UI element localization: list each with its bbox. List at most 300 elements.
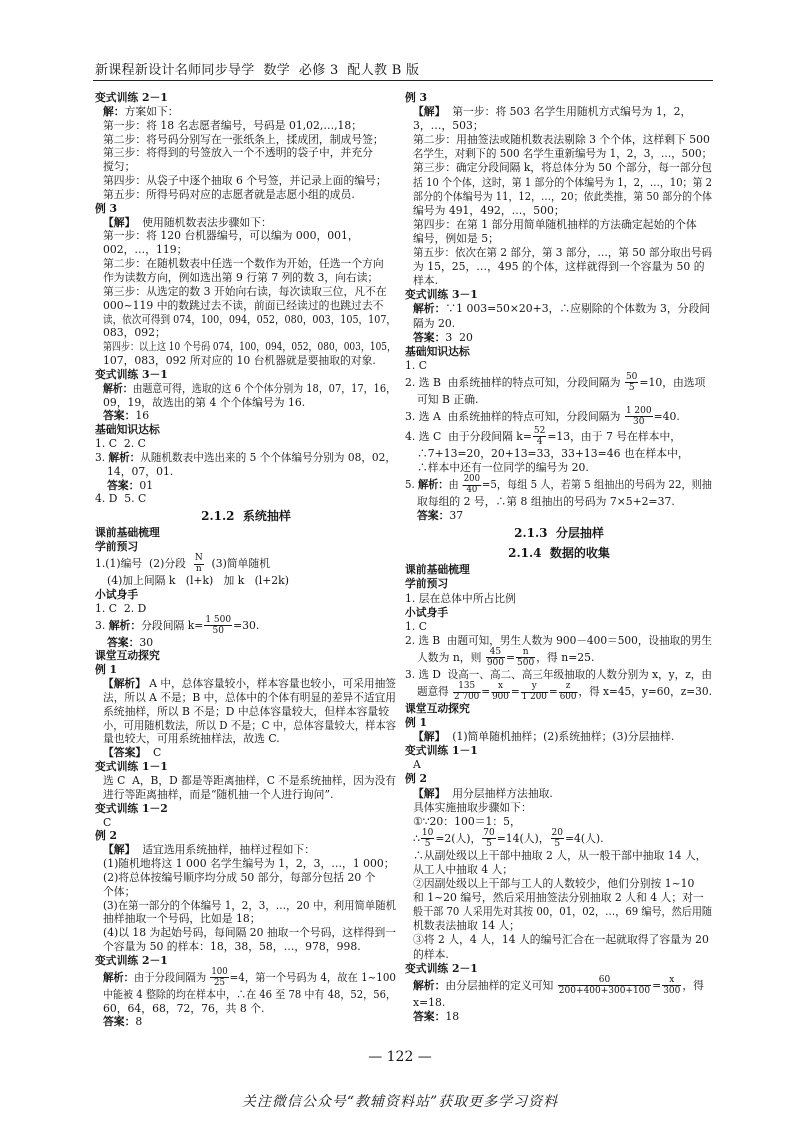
bold-text: 解析：: [108, 618, 142, 632]
header-rule: [93, 80, 713, 81]
text: 部分的个体编号为 11，12，…，20；依此类推，第 50 部分的个体: [413, 189, 713, 203]
denominator: 30: [632, 416, 645, 427]
line-content: [103, 899, 396, 913]
subheading: [405, 577, 713, 591]
text-line: [405, 302, 713, 316]
text-line: [95, 437, 397, 451]
line-content: [417, 393, 478, 407]
subheading: [405, 744, 713, 758]
bold-text: 解析：: [108, 450, 141, 464]
text: 3.: [95, 450, 109, 464]
line-content: [405, 288, 478, 302]
text: 变式训练 1－2: [95, 801, 168, 815]
line-content: [103, 885, 135, 899]
text-line: [95, 479, 397, 493]
subheading: [405, 606, 713, 620]
denominator: 5: [554, 838, 561, 849]
denominator: 40: [466, 485, 478, 496]
denominator: 5: [486, 838, 492, 849]
line-content: [95, 760, 168, 774]
line-content: [405, 345, 470, 359]
bold-text: 解：: [103, 104, 125, 118]
text: 变式训练 3－1: [405, 288, 478, 302]
text: =: [506, 650, 516, 664]
text-line: [95, 1002, 397, 1016]
text-line: [405, 648, 713, 668]
line-content: [405, 620, 427, 634]
text-line: [95, 885, 397, 899]
text-line: [95, 968, 397, 988]
numerator: 10: [421, 827, 434, 838]
text: ∴7+13=20，20+13=33，33+13=46 也在样本中，: [417, 446, 689, 460]
line-content: [103, 299, 383, 313]
text-line: [405, 863, 713, 877]
bold-text: 答案：: [107, 478, 140, 492]
text-line: [405, 829, 713, 849]
text: (3)简单随机: [204, 557, 271, 570]
line-content: [405, 634, 712, 648]
text: ，得: [682, 978, 704, 992]
line-content: [103, 313, 396, 327]
text: A 中，总体容量较小，样本容量也较小，可采用抽签: [145, 677, 396, 691]
text-line: [95, 354, 397, 368]
bold-text: 答案：: [413, 330, 446, 344]
line-content: [107, 479, 153, 493]
line-content: [103, 382, 396, 396]
text-line: [95, 677, 397, 691]
text: 例 3: [405, 91, 428, 104]
text: 107，083，092 所对应的 10 台机器就是要抽取的对象.: [103, 354, 376, 368]
bold-text: 【解】: [103, 843, 136, 857]
line-content: [413, 176, 712, 190]
text: 样本.: [413, 274, 439, 288]
text-line: [95, 326, 397, 340]
subheading: [95, 588, 397, 602]
line-content: [103, 285, 387, 299]
text-line: [405, 905, 713, 919]
text: 第一步：将 18 名志愿者编号，号码是 01,02,…,18；: [103, 118, 363, 132]
denominator: 5: [424, 838, 431, 849]
line-content: [95, 451, 396, 465]
text: 方案如下：: [124, 104, 179, 118]
line-content: [95, 954, 168, 968]
text: =5，每组 5 人，若第 5 组抽出的号码为 22，则抽: [481, 478, 712, 492]
text-line: [95, 299, 397, 313]
text-line: [95, 816, 397, 830]
line-content: [413, 274, 438, 288]
denominator: 1 200: [521, 692, 547, 702]
text: 变式训练 2－1: [95, 953, 168, 967]
line-content: [417, 682, 712, 702]
line-content: [413, 302, 710, 316]
text-line: [95, 160, 397, 174]
denominator: n: [195, 564, 202, 574]
subheading: [405, 702, 713, 716]
bold-text: 【解】: [413, 786, 446, 800]
text-line: [405, 461, 713, 475]
text-line: [405, 730, 713, 744]
line-content: [508, 543, 610, 563]
text: A: [413, 758, 421, 772]
numerator: 60: [558, 976, 651, 987]
line-content: [413, 331, 473, 345]
numerator: y: [521, 682, 548, 693]
bold-text: 答案：: [103, 409, 136, 423]
subheading: [405, 288, 713, 302]
line-content: [405, 668, 712, 682]
bold-text: 【解】: [413, 105, 446, 119]
text: 3. 选 A 由系统抽样的特点可知，分段间隔为: [405, 409, 624, 423]
line-content: [413, 1010, 459, 1024]
text-line: [95, 691, 397, 705]
line-content: [103, 174, 387, 188]
bold-text: 答案：: [417, 509, 450, 523]
line-content: [107, 574, 289, 588]
text-line: [405, 218, 713, 232]
fraction: [521, 682, 548, 702]
bold-text: 解析：: [103, 381, 133, 395]
text: 由分层抽样的定义可知: [445, 978, 557, 992]
text-line: [405, 147, 713, 161]
text-line: [405, 1010, 713, 1024]
line-content: [405, 716, 427, 730]
text: (3)在第一部分的个体编号 1，2，3，…，20 中，利用简单随机: [103, 898, 396, 912]
text-line: [405, 815, 713, 829]
subheading: [405, 91, 713, 105]
text: ∴: [413, 831, 420, 845]
text-line: [405, 407, 713, 427]
text-line: [95, 871, 397, 885]
numerator: x: [662, 976, 681, 987]
text: 第四步：从袋子中逐个抽取 6 个号签，并记录上面的编号；: [103, 174, 387, 188]
text: 适宜选用系统抽样，抽样过程如下：: [135, 843, 316, 857]
fraction: [486, 648, 505, 668]
text-line: [95, 912, 397, 926]
line-content: [103, 160, 135, 174]
fraction: [533, 427, 546, 447]
line-content: [95, 540, 138, 554]
text: 隔为 20.: [413, 316, 456, 330]
text: 个容量为 50 的样本：18，38，58，…，978，998.: [103, 940, 361, 954]
text: 第三步：从选定的数 3 开始向右读，每次读取三位，凡不在: [103, 284, 387, 298]
text: 从工人中抽取 4 人；: [413, 862, 514, 876]
line-content: [405, 407, 680, 427]
text: ①∵20：100＝1：5，: [413, 814, 521, 828]
text: 01: [139, 478, 154, 492]
text: =30.: [233, 618, 260, 632]
subheading: [95, 829, 397, 843]
text: ②因副处级以上干部与工人的人数较少，他们分别按 1~10: [413, 877, 695, 891]
text: ③将 2 人，4 人，14 人的编号汇合在一起就取得了容量为 20: [413, 933, 709, 947]
text: =4(人).: [564, 831, 604, 845]
subheading: [95, 954, 397, 968]
line-content: [413, 801, 532, 815]
line-content: [103, 857, 395, 871]
text: 例 1: [95, 663, 118, 677]
text: 括 10 个个体，这时，第 1 部分的个体编号为 1，2，…，10；第 2: [413, 175, 713, 189]
line-content: [103, 119, 362, 133]
text: =13，由于 7 号在样本中，: [547, 429, 682, 443]
text: 1. C 2. D: [95, 601, 147, 615]
text: 进行等距离抽样，而是“随机抽一个人进行询问”.: [103, 787, 334, 801]
text-line: [405, 331, 713, 345]
line-content: [95, 588, 138, 602]
text: 1. C 2. C: [95, 437, 146, 451]
text: 抽样抽取一个号码，比如是 18；: [103, 912, 261, 926]
line-content: [95, 368, 168, 382]
text-line: [95, 243, 397, 257]
line-content: [413, 204, 565, 218]
text-line: [95, 899, 397, 913]
line-content: [103, 871, 375, 885]
numerator: 20: [551, 827, 563, 838]
text: 083，092；: [103, 326, 166, 340]
denominator: 25: [214, 977, 225, 988]
text: 第三步：将得到的号签放入一个不透明的袋子中，并充分: [103, 146, 373, 160]
numerator: 70: [483, 827, 495, 838]
text-line: [95, 988, 397, 1002]
line-content: [405, 606, 448, 620]
text: 1. 层在总体中所占比例: [405, 591, 516, 605]
numerator: N: [194, 553, 203, 563]
text: 1.(1)编号 (2)分段: [95, 557, 193, 570]
text: 第五步：所得号码对应的志愿者就是志愿小组的成员.: [103, 187, 355, 201]
line-content: [413, 863, 513, 877]
text: C: [146, 746, 162, 760]
text-line: [95, 602, 397, 616]
text: 2.1.3 分层抽样: [514, 526, 604, 541]
line-content: [405, 702, 470, 716]
text-line: [95, 554, 397, 574]
subheading: [405, 716, 713, 730]
subheading: [405, 962, 713, 976]
line-content: [405, 373, 705, 393]
text: 1. C: [405, 619, 427, 633]
line-content: [103, 340, 396, 354]
text: ∵1 003=50×20+3，∴应剔除的个体数为 3，分段间: [445, 302, 711, 316]
line-content: [103, 843, 315, 857]
text: 09，19，故选出的第 4 个个体编号为 16.: [103, 395, 306, 409]
text: 从随机数表中选出来的 5 个个体编号分别为 08，02，: [140, 450, 397, 464]
text-line: [405, 475, 713, 495]
denominator: 900: [486, 657, 504, 668]
numerator: 100: [211, 966, 228, 977]
line-content: [95, 663, 117, 677]
line-content: [413, 232, 499, 246]
subheading: [95, 91, 397, 105]
text: 课堂互动探究: [405, 702, 470, 715]
text: 由于分段间隔为: [133, 970, 210, 984]
fraction: [204, 616, 232, 636]
text-line: [405, 682, 713, 702]
text: 法，所以 A 不是；B 中，总体中的个体有明显的差异不适宜用: [103, 690, 396, 704]
text-line: [405, 849, 713, 863]
denominator: 4: [536, 436, 543, 447]
text-line: [95, 1015, 397, 1029]
section-title: [405, 523, 713, 543]
line-content: [103, 746, 161, 760]
text: =: [481, 685, 491, 698]
denominator: 200+400+300+100: [558, 985, 651, 996]
text: (4)以 18 为起始号码，每间隔 20 抽取一个号码，这样得到一: [103, 926, 397, 940]
text-line: [95, 105, 397, 119]
text: 学前预习: [95, 540, 139, 554]
line-content: [103, 705, 389, 719]
text-line: [95, 409, 397, 423]
text: 读，依次可得到 074，100，094，052，080，003，105，107，: [103, 312, 396, 326]
text: =40.: [653, 409, 680, 423]
text-line: [405, 877, 713, 891]
line-content: [103, 409, 149, 423]
subheading: [405, 563, 713, 577]
line-content: [413, 260, 705, 274]
text-line: [405, 620, 713, 634]
line-content: [405, 772, 427, 786]
fraction: [491, 682, 510, 702]
text-line: [95, 340, 397, 354]
text: 小试身手: [95, 587, 139, 601]
text: 取每组的 2 号，∴第 8 组抽出的号码为 7×5+2=37.: [417, 495, 675, 509]
fraction: [559, 682, 578, 702]
text: 3. 选 D 设高一、高二、高三年级抽取的人数分别为 x，y，z，由: [405, 667, 712, 681]
text: 例 2: [405, 772, 428, 786]
text: 基础知识达标: [405, 344, 470, 358]
subheading: [405, 345, 713, 359]
text: 系统抽样，所以 B 不是；D 中总体容量较大，但样本容量较: [103, 704, 390, 718]
text-line: [95, 285, 397, 299]
bold-text: 解析：: [413, 302, 446, 316]
text: 2. 选 B 由题可知，男生人数为 900－400＝500，设抽取的男生: [405, 633, 712, 647]
bold-text: 答案：: [103, 1015, 136, 1029]
subheading: [95, 423, 397, 437]
text-line: [405, 317, 713, 331]
line-content: [95, 802, 168, 816]
text-line: [405, 891, 713, 905]
text-line: [95, 857, 397, 871]
text: 的样本.: [413, 947, 449, 961]
line-content: [103, 257, 384, 271]
text: 第三步：确定分段间隔 k，将总体分为 50 个部分，每一部分包: [413, 161, 712, 175]
fraction: [558, 976, 651, 996]
line-content: [103, 326, 166, 340]
text-line: [95, 774, 397, 788]
text: 小试身手: [405, 605, 449, 619]
page-number: — 122 —: [368, 1049, 432, 1065]
line-content: [413, 119, 484, 133]
text: 具体实施抽取步骤如下：: [413, 800, 532, 814]
fraction: [463, 475, 481, 495]
line-content: [413, 730, 674, 744]
line-content: [103, 1002, 264, 1016]
text: 1. C: [405, 358, 427, 372]
line-content: [417, 509, 463, 523]
line-content: [103, 968, 396, 988]
text: 课前基础梳理: [95, 526, 160, 540]
text-line: [405, 105, 713, 119]
text: ，得 n=25.: [536, 650, 595, 664]
text-line: [95, 465, 397, 479]
text-line: [405, 668, 713, 682]
text-line: [405, 495, 713, 509]
text-line: [405, 161, 713, 175]
section-title: [95, 506, 397, 526]
text-line: [405, 976, 713, 996]
text-line: [95, 451, 397, 465]
text: 37: [449, 509, 464, 523]
text-line: [405, 801, 713, 815]
text: 第四步：以上这 10 个号码 074，100，094，052，080，003，105，: [103, 340, 397, 354]
line-content: [95, 526, 160, 540]
line-content: [103, 229, 359, 243]
text: 人数为 n，则: [417, 650, 485, 664]
text-line: [405, 427, 713, 447]
denominator: 50: [212, 625, 224, 636]
text: 分段间隔 k=: [141, 618, 204, 632]
line-content: [413, 758, 421, 772]
text: 第四步：在第 1 部分用简单随机抽样的方法确定起始的个体: [413, 217, 697, 231]
text-line: [405, 948, 713, 962]
line-content: [413, 905, 712, 919]
numerator: 52: [533, 425, 546, 436]
denominator: 600: [559, 692, 577, 702]
line-content: [413, 105, 691, 119]
text: 由题意可得，选取的这 6 个个体分别为 18，07，17，16，: [132, 381, 396, 395]
line-content: [413, 246, 712, 260]
text: (1)简单随机抽样；(2)系统抽样；(3)分层抽样.: [445, 730, 675, 744]
text: 002，…，119；: [103, 243, 188, 257]
text-line: [405, 204, 713, 218]
text-line: [405, 447, 713, 461]
line-content: [95, 649, 160, 663]
text-line: [95, 188, 397, 202]
text: 第一步：将 503 名学生用随机方式编号为 1，2，: [445, 105, 692, 119]
line-content: [103, 788, 333, 802]
text-line: [405, 260, 713, 274]
line-content: [413, 317, 455, 331]
fraction: [625, 407, 653, 427]
text: 课堂互动探究: [95, 649, 160, 663]
text: =4，第一个号码为 4，故在 1~100: [229, 970, 397, 984]
text: 3 20: [445, 330, 473, 344]
text: 变式训练 1－1: [95, 760, 168, 774]
subheading: [95, 526, 397, 540]
line-content: [514, 523, 604, 543]
text-line: [405, 919, 713, 933]
line-content: [413, 849, 706, 863]
text: 机数表法抽取 14 人；: [413, 919, 520, 933]
text: =2(人)，: [435, 831, 482, 845]
text: 30: [139, 635, 154, 649]
numerator: 135: [453, 682, 480, 693]
line-content: [405, 359, 427, 373]
numerator: 45: [486, 648, 505, 659]
fraction: [194, 554, 204, 574]
fraction: [551, 829, 564, 849]
text: =: [652, 978, 662, 992]
text-line: [95, 229, 397, 243]
line-content: [103, 188, 355, 202]
text: =: [548, 685, 558, 698]
line-content: [103, 271, 378, 285]
text: 4. 选 C 由于分段间隔 k=: [405, 429, 532, 443]
bold-text: 【答案】: [103, 746, 147, 760]
text-line: [405, 373, 713, 393]
bold-text: 答案：: [413, 1009, 446, 1023]
text-line: [405, 393, 713, 407]
text-line: [95, 119, 397, 133]
text: 000~119 中的数跳过去不读，前面已经读过的也跳过去不: [103, 298, 384, 312]
line-content: [417, 495, 675, 509]
